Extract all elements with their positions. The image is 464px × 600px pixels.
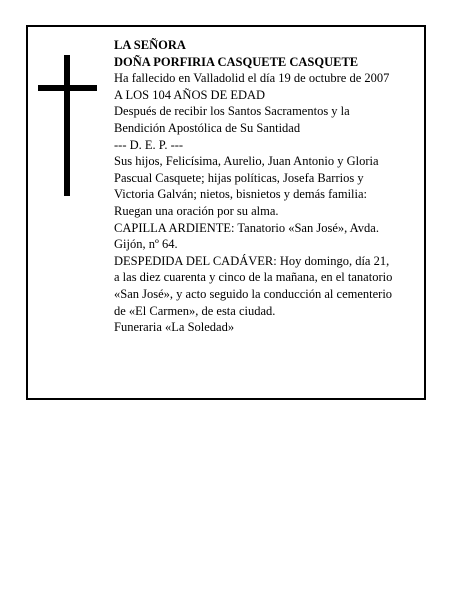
rip-line: --- D. E. P. --- — [114, 137, 184, 152]
farewell-line: DESPEDIDA DEL CADÁVER: Hoy domingo, día 21, — [114, 253, 390, 268]
deceased-name: DOÑA PORFIRIA CASQUETE CASQUETE — [114, 54, 359, 69]
sacraments-line: Después de recibir los Santos Sacramentos y la — [114, 104, 350, 119]
family-line: Victoria Galván; nietos, bisnietos y demás familia: — [114, 187, 368, 202]
sacraments-line: Bendición Apostólica de Su Santidad — [114, 120, 301, 135]
notice-title: LA SEÑORA — [114, 38, 186, 52]
chapel-line: CAPILLA ARDIENTE: Tanatorio «San José», Avda. — [114, 220, 379, 235]
death-statement: Ha fallecido en Valladolid el día 19 de octubre de 2007 — [114, 71, 390, 86]
family-line: Sus hijos, Felicísima, Aurelio, Juan Antonio y Gloria — [114, 154, 379, 169]
cross-horizontal-bar — [38, 85, 97, 91]
age-statement: A LOS 104 AÑOS DE EDAD — [114, 87, 266, 102]
notice-text — [114, 37, 424, 336]
farewell-line: «San José», y acto seguido la conducción al cementerio — [114, 286, 393, 301]
chapel-line: Gijón, nº 64. — [114, 237, 178, 252]
cross-vertical-bar — [64, 55, 70, 196]
farewell-line: a las diez cuarenta y cinco de la mañana, en el tanatorio — [114, 270, 393, 285]
funeral-home: Funeraria «La Soledad» — [114, 320, 235, 335]
farewell-line: de «El Carmen», de esta ciudad. — [114, 303, 276, 318]
family-line: Pascual Casquete; hijas políticas, Josefa Barrios y — [114, 170, 364, 185]
family-line: Ruegan una oración por su alma. — [114, 203, 279, 218]
